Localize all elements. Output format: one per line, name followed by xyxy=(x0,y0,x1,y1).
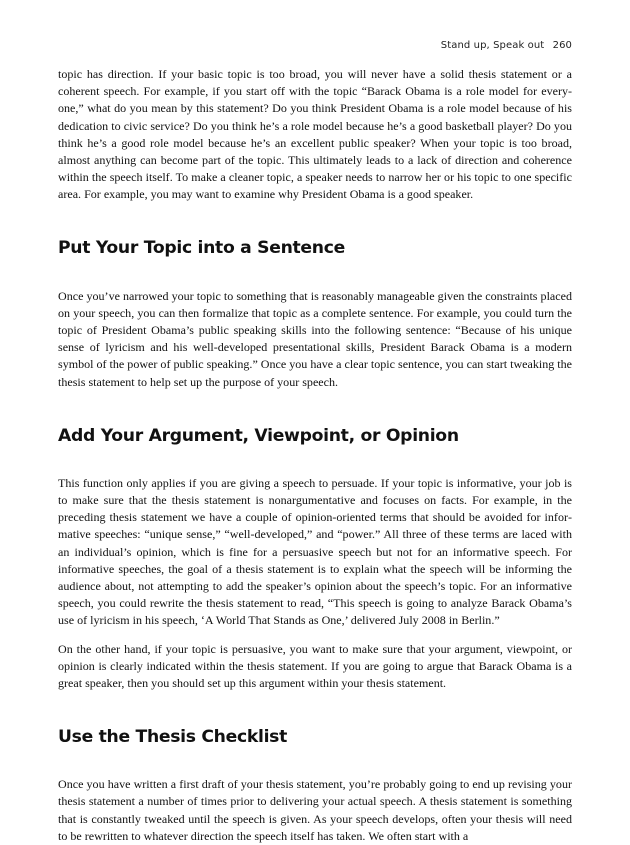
running-header xyxy=(441,40,572,51)
paragraph-persuasive-topic: On the other hand, if your topic is persuasive, you want to make sure that your argument, viewpoint, or opinion is clearly indicated within the thesis statement. If you are going to argue that Barack Obama is a great speaker, then you should set up this argument within your thesis statement. xyxy=(58,641,572,691)
paragraph-topic-direction: topic has direction. If your basic topic is too broad, you will never have a solid thesis statement or a coherent speech. For example, if you start off with the topic “Barack Obama is a role model for everyone,” what do you mean by this statement? Do you think President Obama is a role model because of his dedication to civic service? Do you think he’s a role model because he’s a good basketball player? Do you think he’s a good role model because he’s an excellent public speaker? When your topic is too broad, almost anything can become part of the topic. This ultimately leads to a lack of direction and coherence within the speech itself. To make a cleaner topic, a speaker needs to narrow her or his topic to one specific area. For example, you may want to examine why President Obama is a good speaker. xyxy=(58,67,572,202)
page-body xyxy=(58,66,572,845)
paragraph-persuade-vs-inform: This function only applies if you are giving a speech to persuade. If your topic is informative, your job is to make sure that the thesis statement is nonargumentative and focuses on facts. For example, in the preceding thesis statement we have a couple of opinion-oriented terms that should be avoided for informative speeches: “unique sense,” “well-developed,” and “power.” All three of these terms are laced with an individual’s opinion, which is fine for a persuasive speech but not for an informative speech. For informative speeches, the goal of a thesis statement is to explain what the speech will be informing the audience about, not attempting to add the speaker’s opinion about the speech’s topic. For an informative speech, you could rewrite the thesis statement to read, “This speech is going to analyze Barack Obama’s use of lyricism in his speech, ‘A World That Stands as One,’ delivered July 2008 in Berlin.” xyxy=(58,475,572,628)
running-header-title: Stand up, Speak out xyxy=(440,40,545,51)
heading-put-topic-into-sentence: Put Your Topic into a Sentence xyxy=(58,237,345,258)
page-number: 260 xyxy=(552,40,572,51)
paragraph-first-draft: Once you have written a first draft of your thesis statement, you’re probably going to end up revising your thesis statement a number of times prior to delivering your actual speech. A thesis statement is something that is constantly tweaked until the speech is given. As your speech develops, often your thesis will need to be rewritten to whatever direction the speech itself has taken. We often start with a xyxy=(58,777,572,843)
heading-add-argument: Add Your Argument, Viewpoint, or Opinion xyxy=(58,425,459,446)
heading-thesis-checklist: Use the Thesis Checklist xyxy=(58,727,288,748)
paragraph-topic-sentence: Once you’ve narrowed your topic to something that is reasonably manageable given the constraints placed on your speech, you can then formalize that topic as a complete sentence. For example, you could turn the topic of President Obama’s public speaking skills into the following sentence: “Because of his unique sense of lyricism and his well-developed presentational skills, President Barack Obama is a modern symbol of the power of public speaking.” Once you have a clear topic sentence, you can start tweaking the thesis statement to help set up the purpose of your speech. xyxy=(58,288,572,389)
